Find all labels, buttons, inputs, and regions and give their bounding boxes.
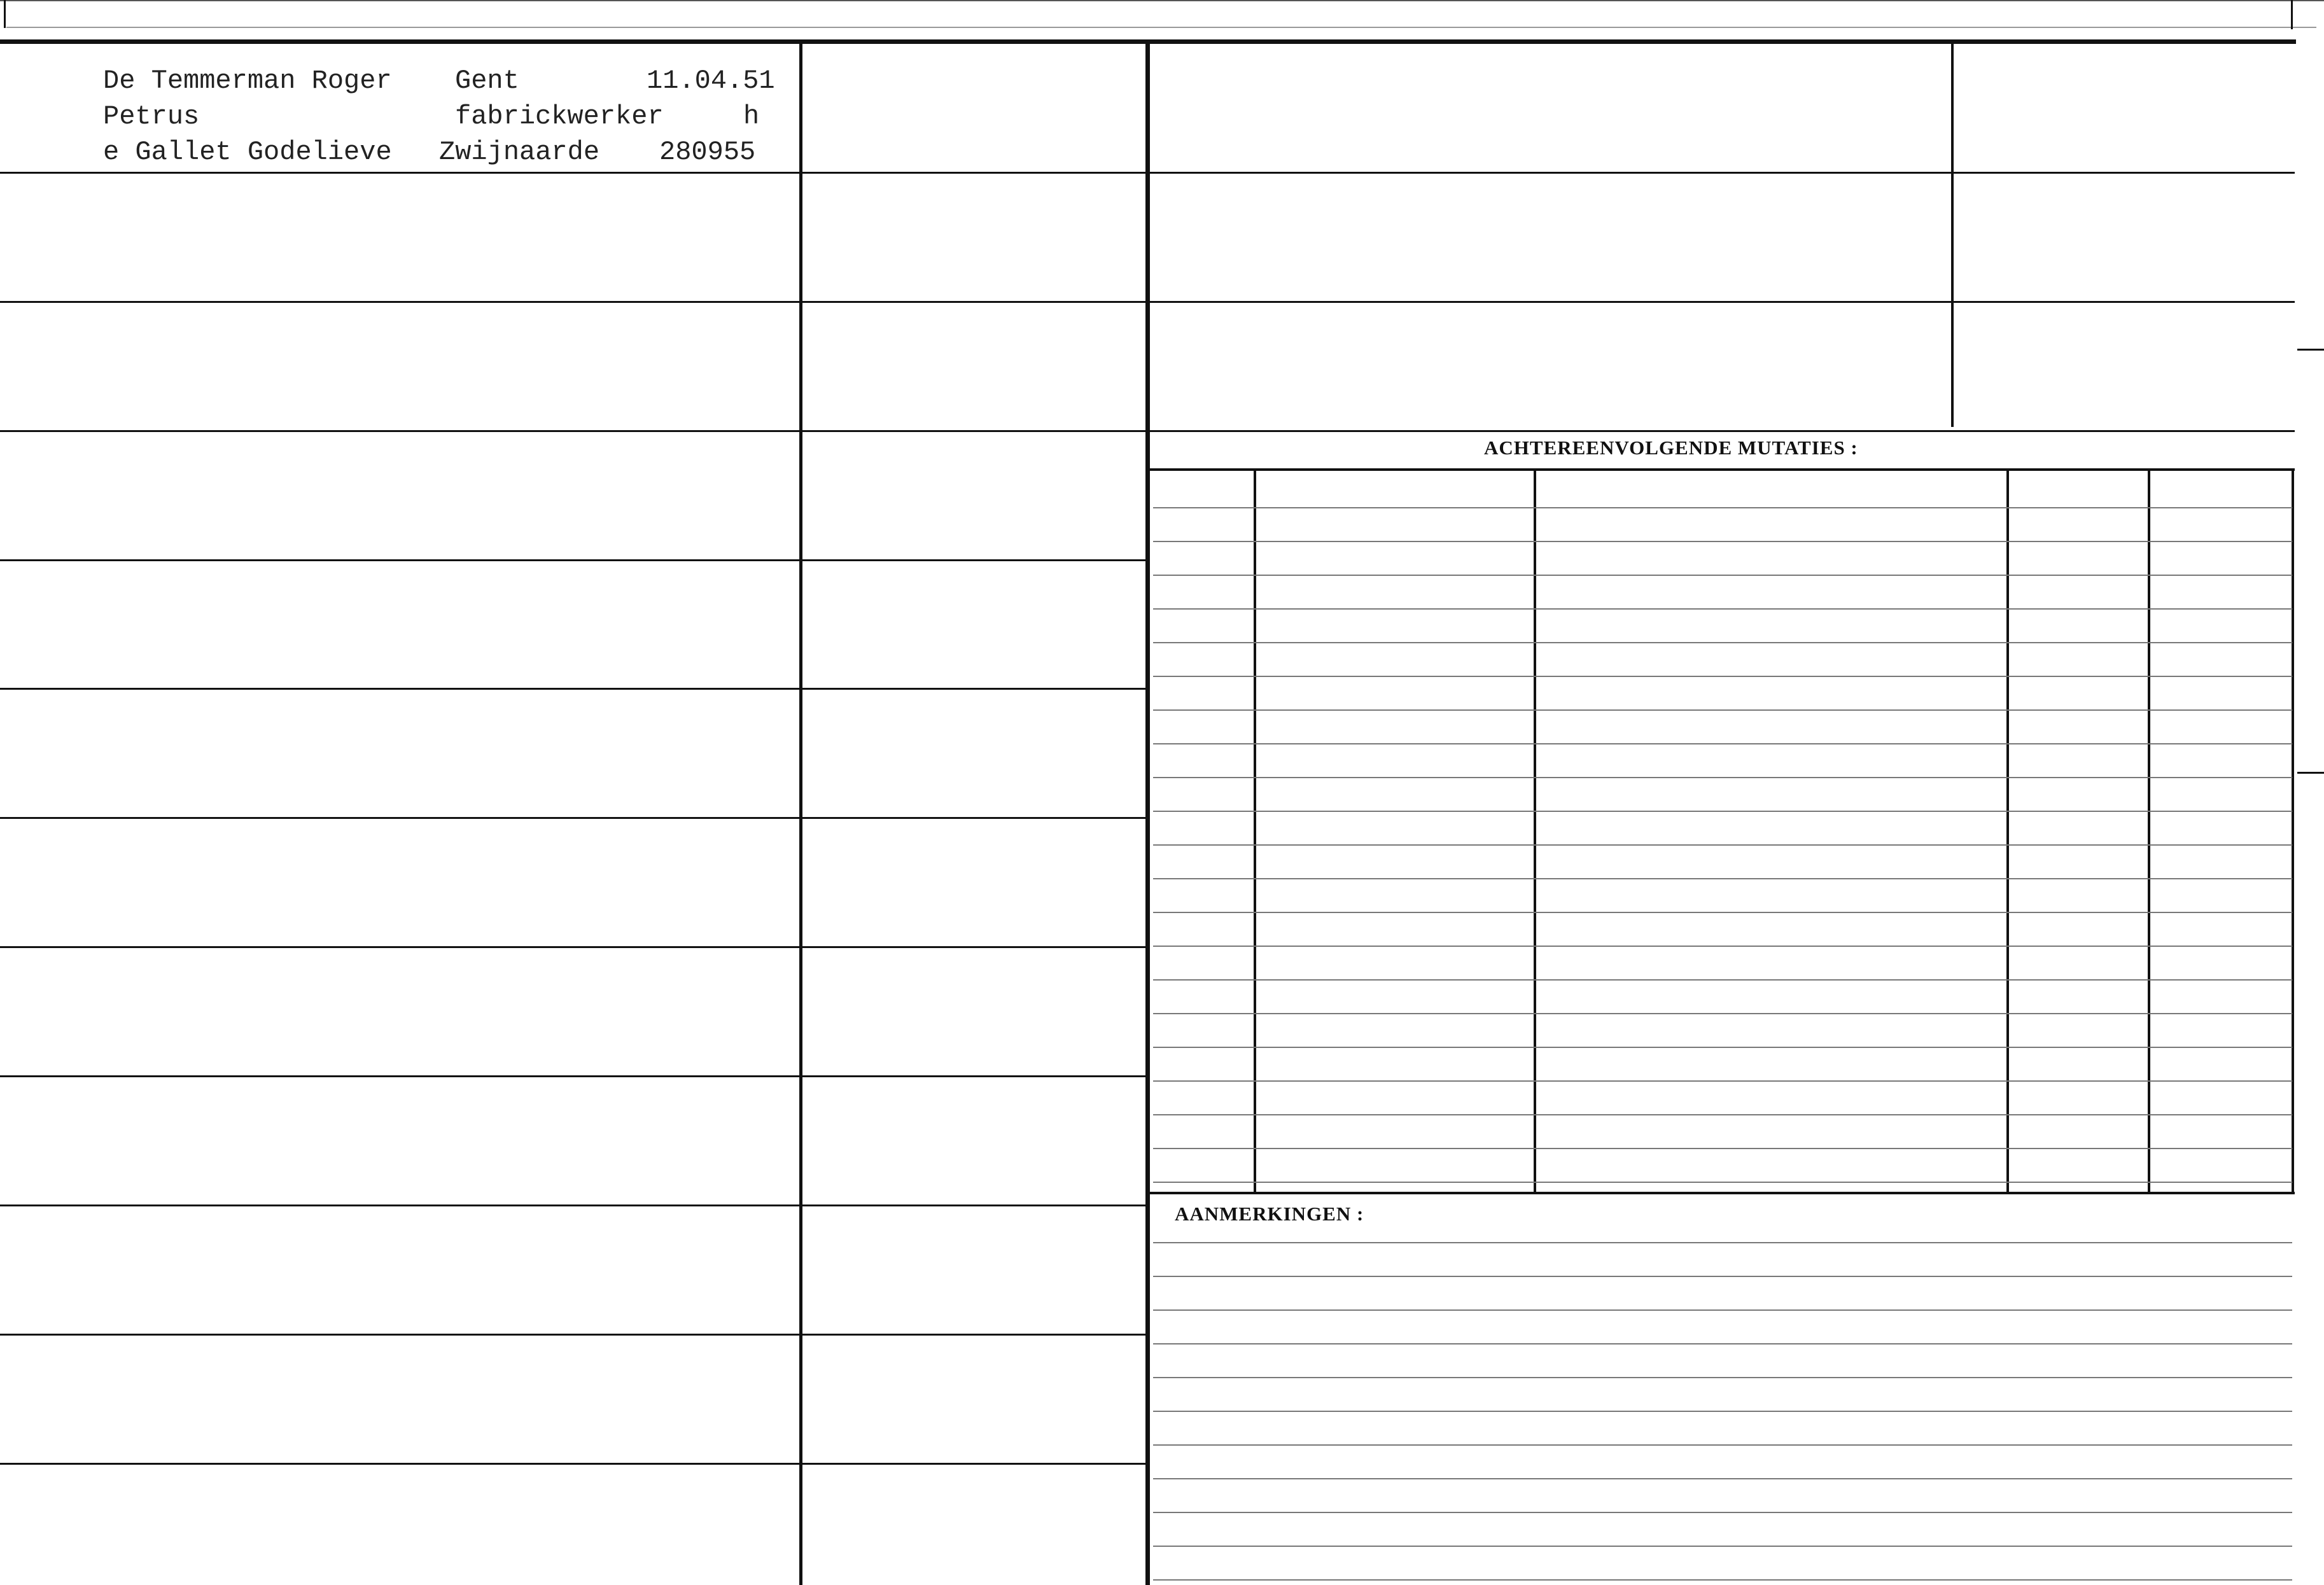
remarks-rule — [1153, 1512, 2292, 1513]
mutations-rule — [1153, 844, 2292, 846]
remarks-rule — [1153, 1579, 2292, 1581]
remarks-title: AANMERKINGEN : — [1175, 1203, 1364, 1225]
entry-name-line2: Petrus — [103, 101, 200, 132]
remarks-rule — [1153, 1242, 2292, 1243]
top-left-tick — [4, 0, 6, 28]
entry-date2: 280955 — [659, 137, 756, 167]
remarks-rule — [1153, 1546, 2292, 1547]
mutations-rule — [1153, 777, 2292, 778]
mutations-col-divider — [1534, 471, 1536, 1193]
mutations-rule — [1153, 946, 2292, 947]
top-dotted-strip — [6, 27, 2316, 28]
entry-code: h — [743, 101, 760, 132]
entry-birthdate: 11.04.51 — [647, 66, 775, 96]
left-row-line — [0, 172, 1145, 174]
mutations-rule — [1153, 507, 2292, 508]
mutations-rule — [1153, 709, 2292, 711]
left-row-line — [0, 1204, 1145, 1206]
column-divider-center — [1145, 43, 1150, 1585]
left-row-line — [0, 1075, 1145, 1077]
left-row-line — [0, 1334, 1145, 1336]
entry-occupation: fabrickwerker — [455, 101, 664, 132]
mutations-rule — [1153, 541, 2292, 542]
mutations-rule — [1153, 743, 2292, 744]
remarks-rule — [1153, 1411, 2292, 1412]
mutations-rule — [1153, 1080, 2292, 1082]
column-divider-left — [799, 43, 802, 1585]
mutations-col-divider — [2292, 471, 2294, 1193]
mutations-rule — [1153, 1047, 2292, 1048]
top-right-tick — [2291, 0, 2293, 29]
column-divider-right — [1951, 43, 1954, 427]
left-row-line — [0, 301, 1145, 303]
mutations-rule — [1153, 1182, 2292, 1183]
entry-birthplace: Gent — [455, 66, 519, 96]
mutations-rule — [1153, 811, 2292, 812]
remarks-rule — [1153, 1343, 2292, 1344]
entry-residence: Zwijnaarde — [439, 137, 600, 167]
mutations-col-divider — [2006, 471, 2009, 1193]
remarks-rule — [1153, 1276, 2292, 1277]
mutations-rule — [1153, 608, 2292, 610]
mutations-rule — [1153, 878, 2292, 879]
right-edge-tick — [2297, 772, 2324, 774]
remarks-rule — [1153, 1377, 2292, 1378]
top-thin-border — [0, 0, 2324, 1]
mutations-rule — [1153, 912, 2292, 913]
left-row-line — [0, 430, 1145, 432]
mutations-rule — [1153, 642, 2292, 643]
entry-name-line1: De Temmerman Roger — [103, 66, 392, 96]
right-edge-tick — [2297, 349, 2324, 351]
mutations-bottom-line — [1149, 1192, 2295, 1194]
mutations-rule — [1153, 979, 2292, 981]
mutations-rule — [1153, 1148, 2292, 1149]
entry-spouse: e Gallet Godelieve — [103, 137, 392, 167]
remarks-rule — [1153, 1478, 2292, 1479]
mutations-col-divider — [2148, 471, 2150, 1193]
right-row-line — [1149, 301, 2295, 303]
mutations-header-line — [1149, 468, 2295, 471]
mutations-col-divider — [1254, 471, 1256, 1193]
left-row-line — [0, 1463, 1145, 1465]
mutations-rule — [1153, 1013, 2292, 1014]
mutations-rule — [1153, 1114, 2292, 1115]
remarks-rule — [1153, 1444, 2292, 1446]
left-row-line — [0, 688, 1145, 690]
mutations-title: ACHTEREENVOLGENDE MUTATIES : — [1484, 436, 1858, 459]
left-row-line — [0, 946, 1145, 948]
mutations-rule — [1153, 676, 2292, 677]
right-row-line — [1149, 172, 2295, 174]
left-row-line — [0, 817, 1145, 819]
right-row-line — [1149, 430, 2295, 432]
remarks-rule — [1153, 1309, 2292, 1311]
left-row-line — [0, 559, 1145, 561]
mutations-rule — [1153, 575, 2292, 576]
